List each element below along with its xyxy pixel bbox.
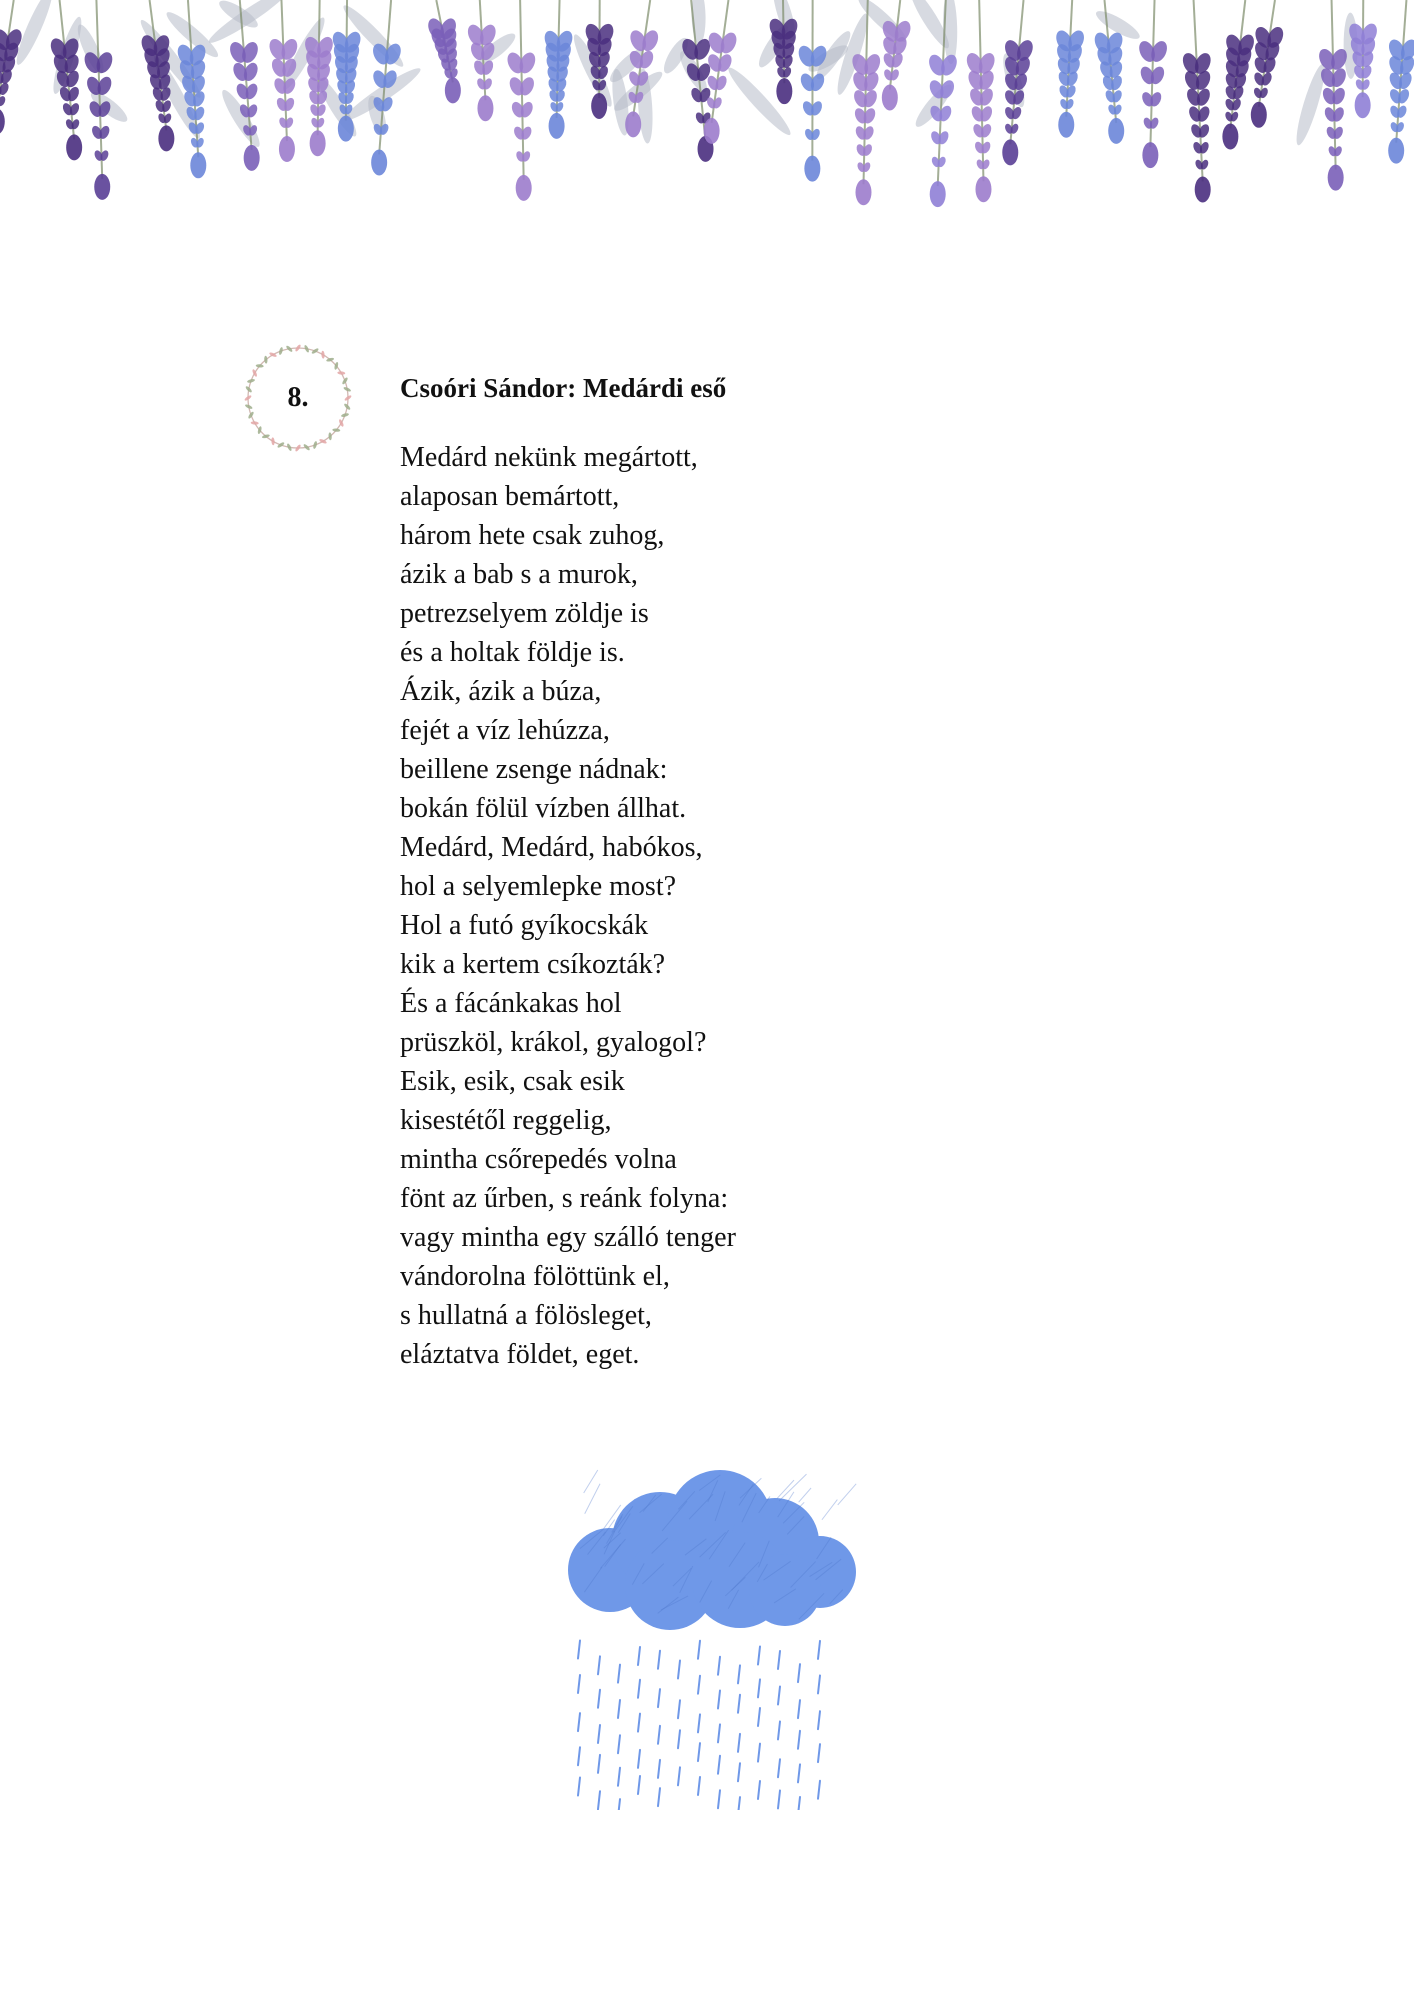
poem-number: 8.	[287, 382, 309, 413]
poem-line: Medárd, Medárd, habókos,	[400, 832, 703, 863]
poem-line: vagy mintha egy szálló tenger	[400, 1222, 736, 1253]
poem-line: Ázik, ázik a búza,	[400, 676, 602, 707]
poem-line: kisestétől reggelig,	[400, 1105, 612, 1136]
poem-line: és a holtak földje is.	[400, 637, 625, 668]
poem-line: mintha csőrepedés volna	[400, 1144, 677, 1175]
poem-line: kik a kertem csíkozták?	[400, 949, 666, 980]
rain-cloud-icon	[560, 1460, 860, 1810]
poem-line: három hete csak zuhog,	[400, 520, 665, 551]
lavender-border-icon	[0, 0, 1414, 220]
poem-line: eláztatva földet, eget.	[400, 1339, 640, 1370]
poem-number-badge	[240, 340, 356, 456]
poem-body	[400, 438, 1100, 1374]
poem-line: fejét a víz lehúzza,	[400, 715, 610, 746]
poem-line: s hullatná a fölösleget,	[400, 1300, 652, 1331]
poem-line: ázik a bab s a murok,	[400, 559, 638, 590]
poem-line: bokán fölül vízben állhat.	[400, 793, 687, 824]
poem-line: prüszköl, krákol, gyalogol?	[400, 1027, 707, 1058]
poem-line: Hol a futó gyíkocskák	[400, 910, 649, 941]
poem-line: fönt az űrben, s reánk folyna:	[400, 1183, 729, 1214]
poem-line: hol a selyemlepke most?	[400, 871, 677, 902]
poem-line: Esik, esik, csak esik	[400, 1066, 625, 1097]
poem-line: petrezselyem zöldje is	[400, 598, 649, 629]
poem-line: Medárd nekünk megártott,	[400, 442, 698, 473]
poem-line: vándorolna fölöttünk el,	[400, 1261, 670, 1292]
poem-line: alaposan bemártott,	[400, 481, 620, 512]
poem-title: Csoóri Sándor: Medárdi eső	[400, 373, 727, 403]
poem	[400, 368, 1100, 1374]
poem-line: beillene zsenge nádnak:	[400, 754, 668, 785]
poem-line: És a fácánkakas hol	[400, 988, 622, 1019]
